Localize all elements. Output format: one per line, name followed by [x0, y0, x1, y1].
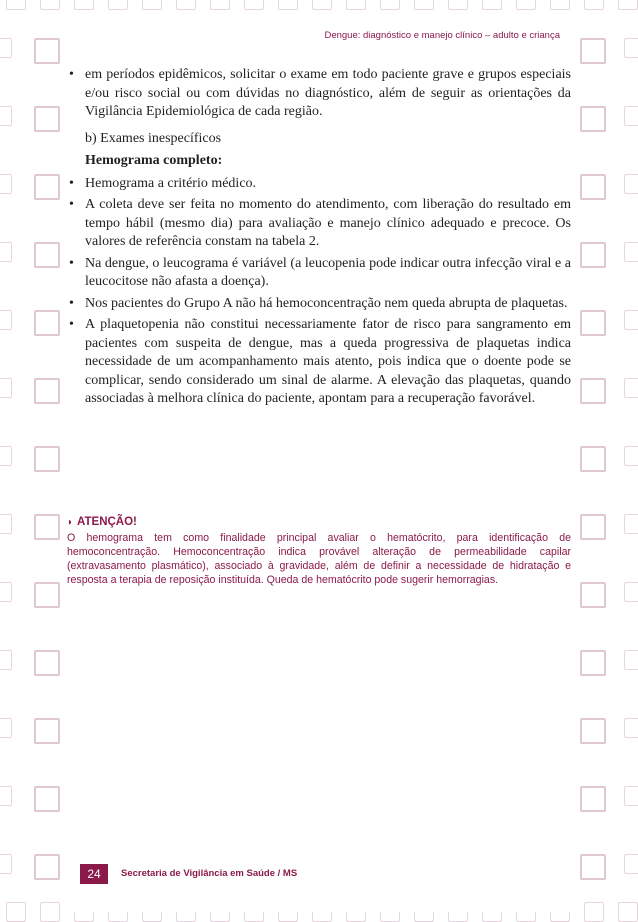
pattern-square: [40, 0, 60, 10]
attention-box: [67, 516, 571, 587]
section-label: b) Exames inespecíficos: [85, 130, 222, 146]
pattern-square: [0, 786, 12, 806]
pattern-square: [34, 786, 60, 812]
page-number: 24: [80, 864, 108, 884]
pattern-square: [618, 0, 638, 10]
pattern-square: [0, 650, 12, 670]
pattern-square: [74, 0, 94, 10]
bullet-marker: •: [69, 295, 74, 311]
pattern-square: [580, 446, 606, 472]
pattern-square: [624, 310, 638, 330]
pattern-square: [624, 242, 638, 262]
bullet-text: em períodos epidêmicos, solicitar o exame em todo paciente grave e grupos especiais e/ou risco social ou com dúvidas no diagnóstico, além de seguir as orientações da Vigilância Epidemiológica de cada região.: [85, 67, 571, 119]
pattern-square: [580, 854, 606, 880]
pattern-square: [142, 0, 162, 10]
bullet-marker: •: [69, 197, 74, 212]
pattern-square: [34, 514, 60, 540]
pattern-square: [34, 174, 60, 200]
pattern-square: [580, 718, 606, 744]
pattern-square: [6, 0, 26, 10]
pattern-square: [584, 902, 604, 922]
pattern-square: [482, 0, 502, 10]
pattern-square: [0, 106, 12, 126]
bullet-text: Nos pacientes do Grupo A não há hemoconcentração nem queda abrupta de plaquetas.: [85, 295, 568, 311]
pattern-square: [210, 0, 230, 10]
bullet-marker: •: [69, 175, 74, 191]
pattern-square: [624, 38, 638, 58]
pattern-square: [34, 718, 60, 744]
pattern-square: [624, 446, 638, 466]
bullet-text: Hemograma a critério médico.: [85, 175, 257, 191]
pattern-square: [584, 0, 604, 10]
pattern-square: [550, 0, 570, 10]
attention-text: O hemograma tem como finalidade principal avaliar o hematócrito, para identificação de hemoconcentração. Hemoconcentração indica provável alteração de permeabilidade capilar (extravasamento plasmático), associado à gravidade, além de definir a necessidade de hidratação e resposta a terapia de reposição instituída. Queda de hematócrito pode sugerir hemorragias.: [67, 532, 571, 586]
pattern-square: [0, 582, 12, 602]
pattern-square: [624, 718, 638, 738]
pattern-square: [624, 786, 638, 806]
pattern-square: [0, 378, 12, 398]
pattern-square: [580, 310, 606, 336]
body-text: [67, 66, 571, 412]
pattern-square: [624, 174, 638, 194]
attention-marker-icon: ◗: [67, 517, 74, 528]
pattern-square: [624, 378, 638, 398]
pattern-square: [624, 650, 638, 670]
pattern-square: [414, 0, 434, 10]
pattern-square: [34, 242, 60, 268]
pattern-square: [0, 242, 12, 262]
pattern-square: [624, 106, 638, 126]
list-item: [67, 66, 571, 122]
list-item: [67, 255, 571, 292]
pattern-square: [0, 514, 12, 534]
pattern-square: [0, 446, 12, 466]
pattern-square: [516, 0, 536, 10]
pattern-square: [0, 854, 12, 874]
pattern-square: [278, 0, 298, 10]
pattern-square: [624, 582, 638, 602]
pattern-square: [34, 582, 60, 608]
pattern-square: [380, 0, 400, 10]
pattern-square: [580, 106, 606, 132]
bullet-text: Na dengue, o leucograma é variável (a leucopenia pode indicar outra infecção viral e a leucocitose não afasta a doença).: [85, 255, 571, 289]
pattern-square: [34, 106, 60, 132]
pattern-square: [580, 174, 606, 200]
pattern-square: [34, 38, 60, 64]
pattern-square: [0, 310, 12, 330]
list-item: [67, 196, 571, 252]
list-item: [67, 316, 571, 409]
list-item: [67, 175, 571, 194]
pattern-square: [0, 38, 12, 58]
pattern-square: [618, 902, 638, 922]
pattern-square: [244, 0, 264, 10]
pattern-square: [624, 854, 638, 874]
pattern-square: [580, 38, 606, 64]
pattern-square: [346, 0, 366, 10]
pattern-square: [6, 902, 26, 922]
subheading: Hemograma completo:: [85, 153, 223, 168]
pattern-square: [312, 0, 332, 10]
pattern-square: [0, 174, 12, 194]
pattern-square: [176, 0, 196, 10]
attention-title-row: [67, 516, 571, 528]
pattern-square: [580, 786, 606, 812]
footer-organization: Secretaria de Vigilância em Saúde / MS: [121, 868, 298, 879]
bullet-marker: •: [69, 255, 74, 271]
pattern-square: [40, 902, 60, 922]
pattern-square: [448, 0, 468, 10]
pattern-square: [580, 514, 606, 540]
pattern-square: [580, 378, 606, 404]
list-item: [67, 295, 571, 314]
pattern-square: [580, 242, 606, 268]
running-header: Dengue: diagnóstico e manejo clínico – adulto e criança: [324, 30, 560, 41]
pattern-square: [34, 650, 60, 676]
pattern-square: [624, 514, 638, 534]
pattern-square: [108, 0, 128, 10]
pattern-square: [580, 650, 606, 676]
bullet-marker: •: [69, 317, 74, 332]
pattern-square: [34, 446, 60, 472]
pattern-square: [34, 854, 60, 880]
bullet-marker: •: [69, 67, 74, 82]
pattern-square: [580, 582, 606, 608]
bullet-text: A coleta deve ser feita no momento do atendimento, com liberação do resultado em tempo hábil (mesmo dia) para avaliação e manejo clínico adequado e precoce. Os valores de referência constam na tabela 2.: [85, 197, 571, 249]
pattern-square: [34, 378, 60, 404]
attention-title: ATENÇÃO!: [77, 516, 137, 528]
pattern-square: [34, 310, 60, 336]
pattern-square: [0, 718, 12, 738]
bullet-text: A plaquetopenia não constitui necessariamente fator de risco para sangramento em pacientes com suspeita de dengue, mas a queda progressiva de plaquetas indica necessidade de um acompanhamento mais atento, pois indica que o doente pode se complicar, sendo considerado um sinal de alarme. A elevação das plaquetas, quando associadas à melhora clínica do paciente, apontam para a recuperação favorável.: [85, 317, 571, 406]
